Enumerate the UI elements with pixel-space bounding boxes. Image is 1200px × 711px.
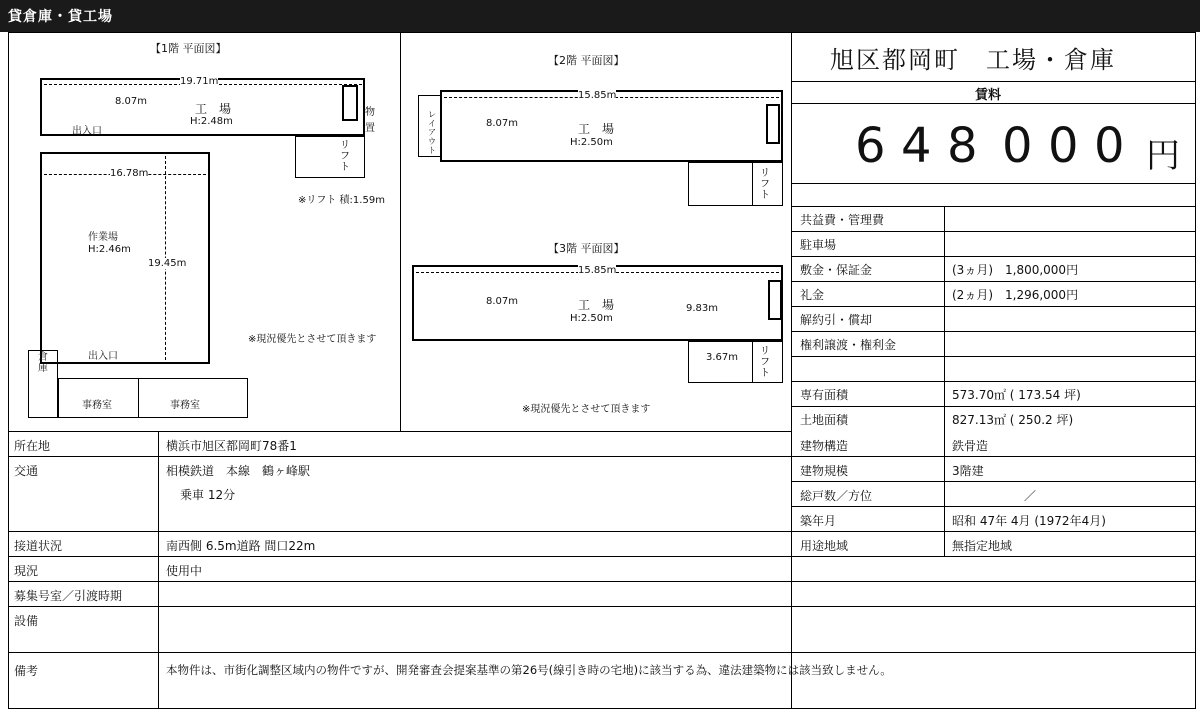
info-rule: [8, 431, 792, 432]
row-label: 築年月: [800, 514, 837, 528]
row-value: ／: [1024, 489, 1037, 503]
location-label: 所在地: [14, 439, 51, 453]
info-rule: [8, 456, 792, 457]
row-rule: [792, 506, 1196, 507]
row-label: 総戸数／方位: [800, 489, 873, 503]
floor3-label: 【3階 平面図】: [548, 242, 625, 255]
row-rule: [792, 331, 1196, 332]
row-label: 土地面積: [800, 413, 849, 427]
floor3-depth2: 9.83m: [686, 303, 719, 314]
rent-label: 賃料: [975, 88, 1002, 103]
floor3-lift: リフト: [760, 346, 770, 379]
floor1-height2: H:2.46m: [88, 244, 131, 255]
row-label: 建物構造: [800, 439, 849, 453]
floor2-height: H:2.50m: [570, 137, 613, 148]
status-label: 現況: [14, 564, 39, 578]
floor2-lift: リフト: [760, 168, 770, 201]
row-rule: [792, 306, 1196, 307]
floor2-lift-divider: [752, 162, 753, 206]
floor1-office-divider: [138, 378, 139, 418]
location-value: 横浜市旭区都岡町78番1: [166, 439, 297, 453]
transport-line: 相模鉄道 本線 鶴ヶ峰駅: [166, 464, 311, 478]
rent-digit: 8: [947, 118, 978, 174]
floor3-depth: 8.07m: [486, 296, 519, 307]
floor3-height: H:2.50m: [570, 313, 613, 324]
row-label: 駐車場: [800, 238, 837, 252]
room-label: 募集号室／引渡時期: [14, 589, 123, 603]
floor1-width1: 19.71m: [180, 76, 219, 87]
info-rule: [8, 652, 1196, 653]
divider-floorplans: [400, 33, 401, 431]
row-rule: [792, 456, 1196, 457]
property-title: 旭区都岡町 工場・倉庫: [830, 46, 1116, 74]
remarks-label: 備考: [14, 664, 39, 678]
row-label: 建物規模: [800, 464, 849, 478]
row-value: 827.13㎡ ( 250.2 坪): [952, 413, 1074, 427]
floor2-side-label: レイアウト: [428, 110, 436, 155]
floor1-lift-note: ※リフト 積:1.59m: [298, 195, 385, 206]
row-label: 敷金・保証金: [800, 263, 873, 277]
row-label: 解約引・償却: [800, 313, 873, 327]
floor1-office1: 事務室: [82, 400, 112, 411]
row-value: 鉄骨造: [952, 439, 989, 453]
row-rule: [792, 481, 1196, 482]
row-label: 共益費・管理費: [800, 213, 885, 227]
info-rule: [8, 606, 1196, 607]
info-rule: [8, 581, 1196, 582]
rule-rent: [792, 183, 1196, 184]
floor3-lift-divider: [752, 341, 753, 383]
floor1-depth2: 19.45m: [148, 258, 187, 269]
floor1-label: 【1階 平面図】: [150, 42, 227, 55]
floor1-room2: 作業場: [88, 232, 118, 243]
row-rule: [792, 281, 1196, 282]
floor1-width2: 16.78m: [110, 168, 149, 179]
floor2-depth: 8.07m: [486, 118, 519, 129]
row-label: 専有面積: [800, 388, 849, 402]
rule-title: [792, 81, 1196, 82]
rent-digit: 6: [855, 118, 886, 174]
floor1-lift: リフト: [340, 140, 350, 173]
row-value: 3階建: [952, 464, 984, 478]
rent-unit: 円: [1146, 136, 1180, 176]
row-rule: [792, 381, 1196, 382]
floor2-label: 【2階 平面図】: [548, 54, 625, 67]
divider-info-labels: [158, 431, 159, 708]
remarks-value: 本物件は、市街化調整区域内の物件ですが、開発審査会提案基準の第26号(線引き時の宅地)に該当する為、違法建築物には該当致しません。: [166, 663, 892, 677]
row-value: 573.70㎡ ( 173.54 坪): [952, 388, 1081, 402]
row-label: 用途地域: [800, 539, 849, 553]
info-rule: [8, 556, 1196, 557]
row-label: 権利譲渡・権利金: [800, 338, 897, 352]
rent-digit: 0: [1094, 118, 1125, 174]
road-label: 接道状況: [14, 539, 63, 553]
row-rule: [792, 256, 1196, 257]
transport-time: 乗車 12分: [180, 488, 236, 502]
row-value: (2ヵ月) 1,296,000円: [952, 288, 1079, 302]
floor3-width: 15.85m: [578, 265, 617, 276]
floor1-entrance-top: 出入口: [72, 126, 102, 137]
floor1-entrance-bottom: 出入口: [88, 351, 118, 362]
status-value: 使用中: [166, 564, 203, 578]
rule-rent-label: [792, 103, 1196, 104]
transport-label: 交通: [14, 464, 39, 478]
floor1-stair-icon: [342, 85, 358, 121]
row-rule: [792, 531, 1196, 532]
floor2-stair-icon: [766, 104, 780, 144]
floor3-priority-note: ※現況優先とさせて頂きます: [522, 404, 651, 415]
rent-digit: 4: [901, 118, 932, 174]
header-title: 貸倉庫・貸工場: [8, 9, 113, 25]
floor1-height1: H:2.48m: [190, 116, 233, 127]
info-rule: [8, 531, 792, 532]
rent-digit: 0: [1048, 118, 1079, 174]
floor1-office2: 事務室: [170, 400, 200, 411]
floor1-priority-note: ※現況優先とさせて頂きます: [248, 334, 377, 345]
floor3-stair-icon: [768, 280, 782, 320]
row-label: 礼金: [800, 288, 825, 302]
floor3-width2: 3.67m: [706, 352, 739, 363]
floor1-storage-label: 倉庫: [38, 352, 48, 374]
rent-digit: 0: [1002, 118, 1033, 174]
floor1-store: 物置: [365, 107, 375, 134]
row-rule: [792, 406, 1196, 407]
row-rule: [792, 356, 1196, 357]
row-value: 無指定地域: [952, 539, 1013, 553]
row-value: 昭和 47年 4月 (1972年4月): [952, 514, 1106, 528]
floor1-lift-room: [295, 136, 365, 178]
floor2-width: 15.85m: [578, 90, 617, 101]
facility-label: 設備: [14, 614, 39, 628]
header-bar: [0, 0, 1200, 32]
row-rule: [792, 231, 1196, 232]
floor3-room: 工 場: [578, 298, 615, 312]
road-value: 南西側 6.5m道路 間口22m: [166, 539, 316, 553]
row-value: (3ヵ月) 1,800,000円: [952, 263, 1079, 277]
rule-rows-start: [792, 206, 1196, 207]
floor1-depth1: 8.07m: [115, 96, 148, 107]
floor2-room: 工 場: [578, 122, 615, 136]
floor1-room1: 工 場: [195, 102, 232, 116]
